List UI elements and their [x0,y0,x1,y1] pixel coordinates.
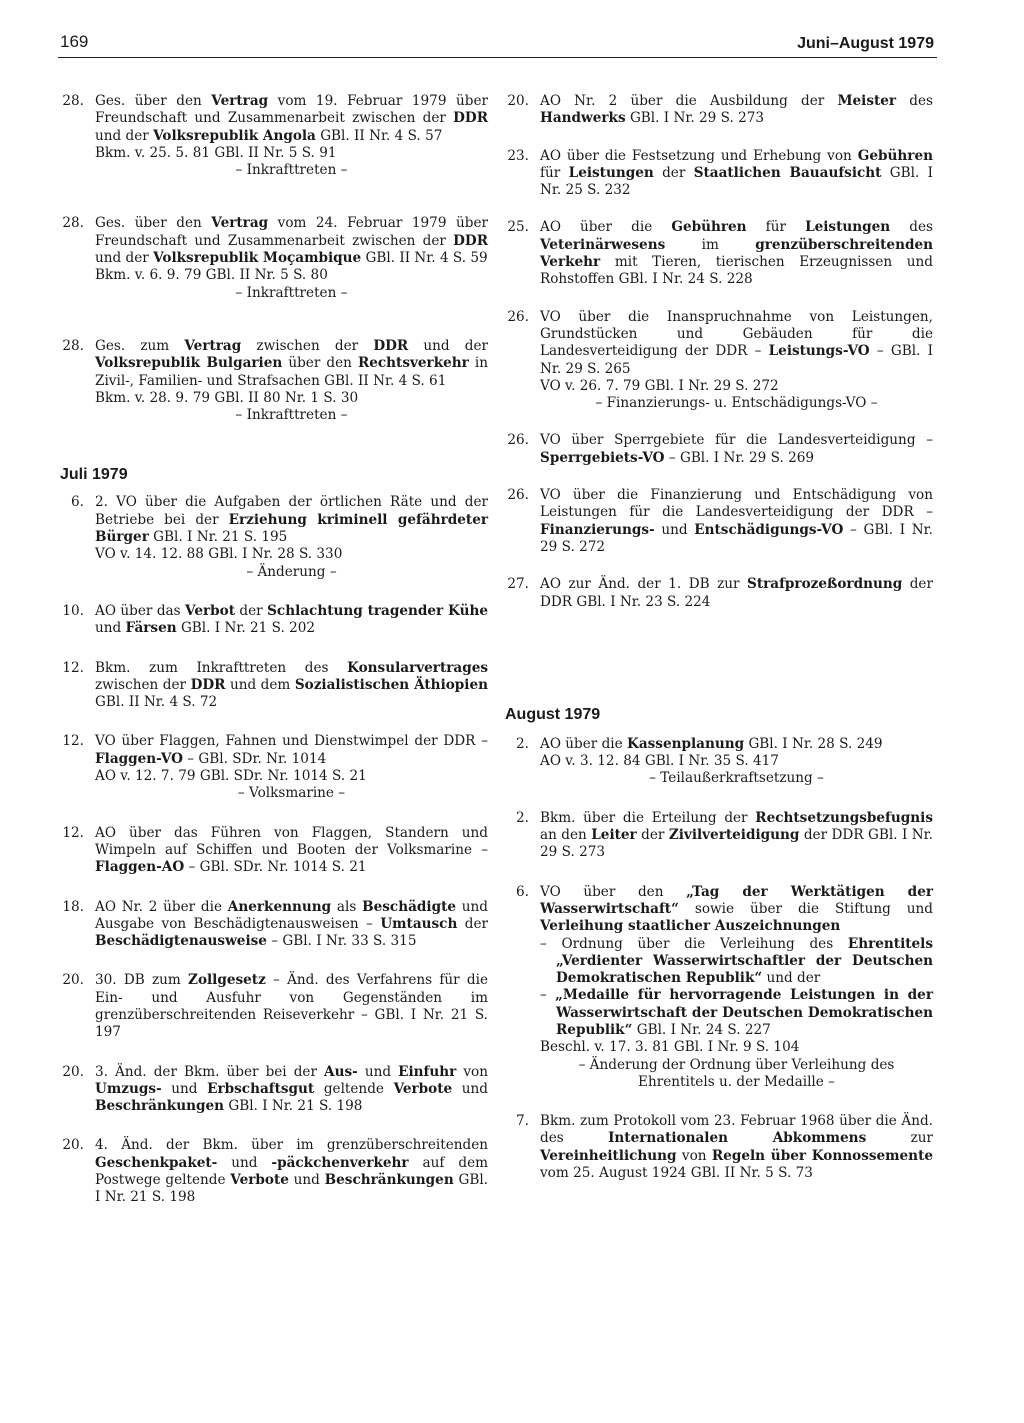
gazette-entry [505,432,933,467]
entry-text: VO über Flaggen, Fahnen und Dienstwimpel der DDR – Flaggen-VO – GBl. SDr. Nr. 1014 [95,733,488,767]
entry-date: 10. [62,602,84,619]
entry-text: VO über den „Tag der Werktätigen der Wasserwirtschaft“ sowie über die Stiftung und Verleihung staatlicher Auszeichnungen [540,883,934,935]
entry-amendment: Bkm. v. 25. 5. 81 GBl. II Nr. 5 S. 91 [95,144,337,161]
entry-date: 2. [516,809,529,826]
entry-date: 7. [516,1113,529,1130]
entry-date: 27. [507,576,529,593]
entry-date: 12. [62,824,84,841]
entry-text: AO über die Gebühren für Leistungen des Veterinärwesens im grenzüberschreitenden Verkehr mit Tieren, tierischen Erzeugnissen und Rohstoffen GBl. I Nr. 24 S. 228 [540,219,933,288]
right-top-entries [505,93,933,611]
entry-amendment: Bkm. v. 6. 9. 79 GBl. II Nr. 5 S. 80 [95,267,328,284]
entry-text: Ges. über den Vertrag vom 19. Februar 1979 über Freundschaft und Zusammenarbeit zwischen der DDR und der Volksrepublik Angola GBl. II Nr. 4 S. 57 [95,93,488,144]
entry-date: 20. [507,93,529,109]
gazette-entry [60,603,488,638]
entry-note: – Inkrafttreten – [235,407,348,424]
gazette-entry [60,494,488,580]
entry-text: Ges. über den Vertrag vom 24. Februar 1979 über Freundschaft und Zusammenarbeit zwischen der DDR und der Volksrepublik Moçambique GBl. II Nr. 4 S. 59 [95,215,488,267]
entry-text: AO über das Verbot der Schlachtung tragender Kühe und Färsen GBl. I Nr. 21 S. 202 [95,602,488,637]
entry-date: 12. [62,733,84,750]
entry-date: 12. [62,659,84,676]
gazette-entry [60,338,488,424]
gazette-entry [505,576,933,611]
entry-date: 6. [516,883,529,900]
august-entries [505,736,933,1183]
entry-text: 2. VO über die Aufgaben der örtlichen Räte und der Betriebe bei der Erziehung kriminell gefährdeter Bürger GBl. I Nr. 21 S. 195 [95,494,489,546]
entry-date: 23. [507,147,529,164]
entry-text: AO Nr. 2 über die Ausbildung der Meister des Handwerks GBl. I Nr. 29 S. 273 [540,93,934,127]
entry-text: AO über die Kassenplanung GBl. I Nr. 28 S. 249 [540,735,883,752]
page-number: 169 [60,32,89,51]
entry-date: 20. [62,1063,84,1080]
gazette-entry [505,93,933,128]
header-rule [58,57,937,58]
entry-text: VO über die Inanspruchnahme von Leistungen, Grundstücken und Gebäuden für die Landesverteidigung der DDR – Leistungs-VO – GBl. I Nr. 29 S. 265 [540,308,933,377]
gazette-entry [60,1064,488,1116]
entry-text: Bkm. über die Erteilung der Rechtsetzungsbefugnis an den Leiter der Zivilverteidigung der DDR GBl. I Nr. 29 S. 273 [540,809,933,861]
gazette-entry [60,660,488,712]
gazette-entry [505,1113,933,1182]
entry-date: 26. [507,308,529,325]
entry-date: 6. [71,494,84,511]
entry-note: – Inkrafttreten – [235,162,348,179]
entry-text: 3. Änd. der Bkm. über bei der Aus- und Einfuhr von Umzugs- und Erbschaftsgut geltende Verbote und Beschränkungen GBl. I Nr. 21 S. 198 [95,1063,488,1115]
entry-amendment: AO v. 3. 12. 84 GBl. I Nr. 35 S. 417 [540,753,779,770]
entry-date: 26. [507,432,529,449]
gazette-entry [60,215,488,301]
entry-date: 28. [62,337,84,354]
entry-date: 18. [62,898,84,915]
section-heading-juli: Juli 1979 [60,466,128,484]
gazette-entry [505,219,933,288]
gazette-entry [60,972,488,1041]
gazette-entry [60,733,488,802]
gazette-entry [60,899,488,951]
gazette-entry [505,810,933,862]
entry-text: VO über die Finanzierung und Entschädigung von Leistungen für die Landesverteidigung der DDR – Finanzierungs- und Entschädigungs-VO – GBl. I Nr. 29 S. 272 [540,487,933,555]
gazette-entry [505,148,933,200]
entry-text: VO über Sperrgebiete für die Landesverteidigung – Sperrgebiets-VO – GBl. I Nr. 29 S. 269 [540,432,933,466]
entry-text: Ges. zum Vertrag zwischen der DDR und der Volksrepublik Bulgarien über den Rechtsverkehr in Zivil-, Familien- und Strafsachen GBl. II Nr. 4 S. 61 [95,337,488,389]
entry-date: 28. [62,215,84,232]
gazette-entry [60,1137,488,1206]
running-head: Juni–August 1979 [797,35,934,52]
entry-amendment: Beschl. v. 17. 3. 81 GBl. I Nr. 9 S. 104 [540,1039,800,1056]
right-column [505,93,933,1182]
entry-subitem: – „Medaille für hervorragende Leistungen in der Wasserwirtschaft der Deutschen Demokratischen Republik“ GBl. I Nr. 24 S. 227 [540,987,933,1038]
entry-text: Bkm. zum Protokoll vom 23. Februar 1968 über die Änd. des Internationalen Abkommens zur Vereinheitlichung von Regeln über Konnossemente vom 25. August 1924 GBl. II Nr. 5 S. 73 [540,1113,933,1182]
entry-text: 30. DB zum Zollgesetz – Änd. des Verfahrens für die Ein- und Ausfuhr von Gegenständen im grenzüberschreitenden Reiseverkehr – GBl. I Nr. 21 S. 197 [95,972,488,1041]
gazette-entry [505,736,933,788]
gazette-entry [505,884,933,1092]
left-top-entries [60,93,488,424]
left-column [60,93,488,1207]
entry-amendment: AO v. 12. 7. 79 GBl. SDr. Nr. 1014 S. 21 [95,768,367,785]
entry-text: AO über das Führen von Flaggen, Standern und Wimpeln auf Schiffen und Booten der Volksmarine – Flaggen-AO – GBl. SDr. Nr. 1014 S. 21 [95,824,488,876]
entry-amendment: Bkm. v. 28. 9. 79 GBl. II 80 Nr. 1 S. 30 [95,389,359,406]
entry-date: 28. [62,93,84,109]
entry-text: AO zur Änd. der 1. DB zur Strafprozeßordnung der DDR GBl. I Nr. 23 S. 224 [540,576,933,610]
entry-text: Bkm. zum Inkrafttreten des Konsularvertrages zwischen der DDR und dem Sozialistischen Äthiopien GBl. II Nr. 4 S. 72 [95,659,488,711]
entry-date: 26. [507,487,529,504]
entry-date: 25. [507,219,529,236]
section-heading-august: August 1979 [505,705,601,723]
entry-note: – Finanzierungs- u. Entschädigungs-VO – [595,395,878,412]
entry-note: – Inkrafttreten – [235,284,348,301]
gazette-entry [60,93,488,179]
entry-text: 4. Änd. der Bkm. über im grenzüberschreitenden Geschenkpaket- und -päckchenverkehr auf dem Postwege geltende Verbote und Beschränkungen GBl. I Nr. 21 S. 198 [95,1137,488,1206]
entry-amendment: VO v. 26. 7. 79 GBl. I Nr. 29 S. 272 [540,377,779,394]
gazette-entry [60,825,488,877]
entry-note: – Änderung – [246,563,337,580]
gazette-entry [505,487,933,556]
juli-entries [60,494,488,1206]
entry-note: – Teilaußerkraftsetzung – [649,770,824,787]
entry-text: AO über die Festsetzung und Erhebung von Gebühren für Leistungen der Staatlichen Bauaufsicht GBl. I Nr. 25 S. 232 [540,147,934,199]
entry-note: – Volksmarine – [237,785,346,802]
entry-date: 20. [62,972,84,989]
entry-amendment: VO v. 14. 12. 88 GBl. I Nr. 28 S. 330 [95,546,343,563]
entry-note: – Änderung der Ordnung über Verleihung des Ehrentitels u. der Medaille – [578,1056,895,1090]
entry-date: 20. [62,1137,84,1154]
entry-text: AO Nr. 2 über die Anerkennung als Beschädigte und Ausgabe von Beschädigtenausweisen – Umtausch der Beschädigtenausweise – GBl. I Nr. 33 S. 315 [95,898,489,950]
gazette-entry [505,309,933,413]
entry-date: 2. [516,735,529,752]
entry-subitem: – Ordnung über die Verleihung des Ehrentitels „Verdienter Wasserwirtschaftler der Deutschen Demokratischen Republik“ und der [540,935,933,987]
